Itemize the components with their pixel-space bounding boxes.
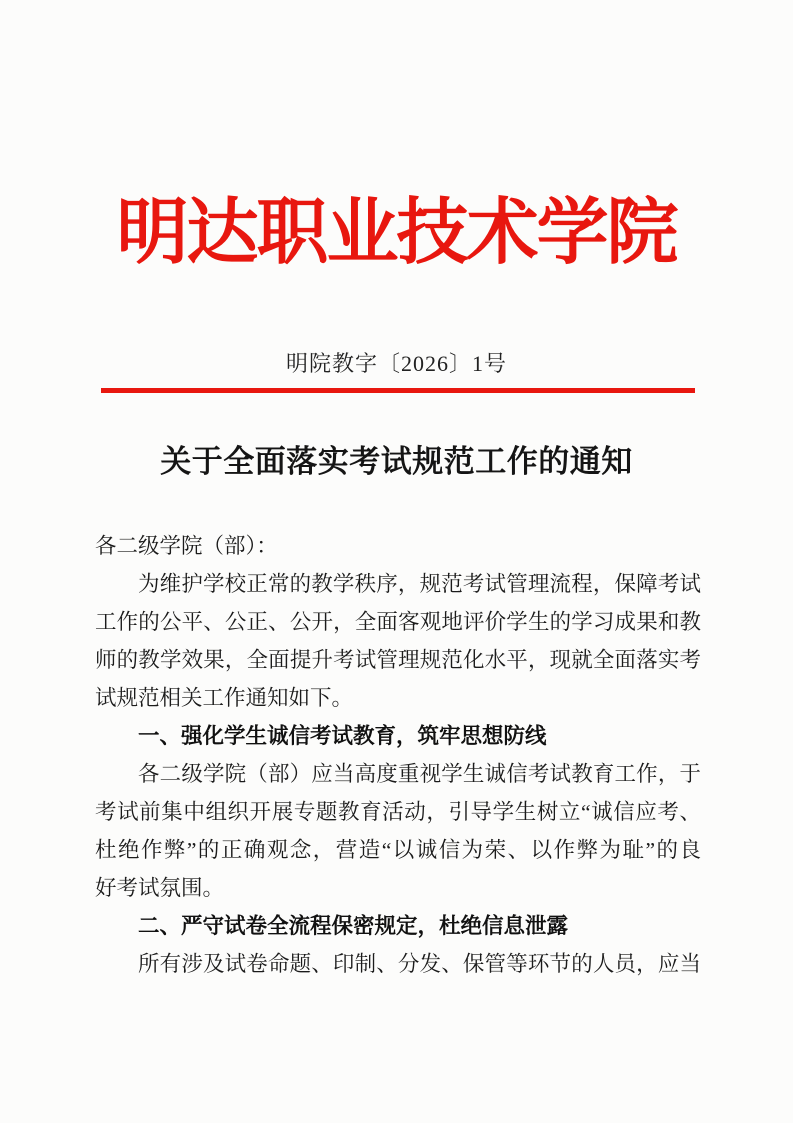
letterhead-title: 明达职业技术学院 — [116, 193, 677, 273]
body-line: 好考试氛围。 — [95, 876, 225, 900]
body-line: 为维护学校正常的教学秩序，规范考试管理流程，保障考试 — [138, 572, 701, 596]
salutation-line: 各二级学院（部）： — [95, 534, 278, 558]
document-title: 关于全面落实考试规范工作的通知 — [160, 444, 633, 479]
body-line: 试规范相关工作通知如下。 — [95, 686, 354, 710]
document-number: 明院教字〔2026〕1号 — [285, 351, 507, 376]
body-line: 各二级学院（部）应当高度重视学生诚信考试教育工作，于 — [138, 762, 701, 786]
document-body — [95, 527, 701, 983]
section-heading-1: 一、强化学生诚信考试教育，筑牢思想防线 — [138, 724, 547, 748]
body-line: 考试前集中组织开展专题教育活动，引导学生树立“诚信应考、 — [95, 800, 701, 824]
body-line: 师的教学效果，全面提升考试管理规范化水平，现就全面落实考 — [95, 648, 701, 672]
body-line: 所有涉及试卷命题、印制、分发、保管等环节的人员，应当 — [138, 952, 701, 976]
red-separator-line — [101, 388, 695, 393]
body-line: 杜绝作弊”的正确观念，营造“以诚信为荣、以作弊为耻”的良 — [95, 838, 701, 862]
section-heading-2: 二、严守试卷全流程保密规定，杜绝信息泄露 — [138, 914, 569, 938]
body-line: 工作的公平、公正、公开，全面客观地评价学生的学习成果和教 — [95, 610, 701, 634]
